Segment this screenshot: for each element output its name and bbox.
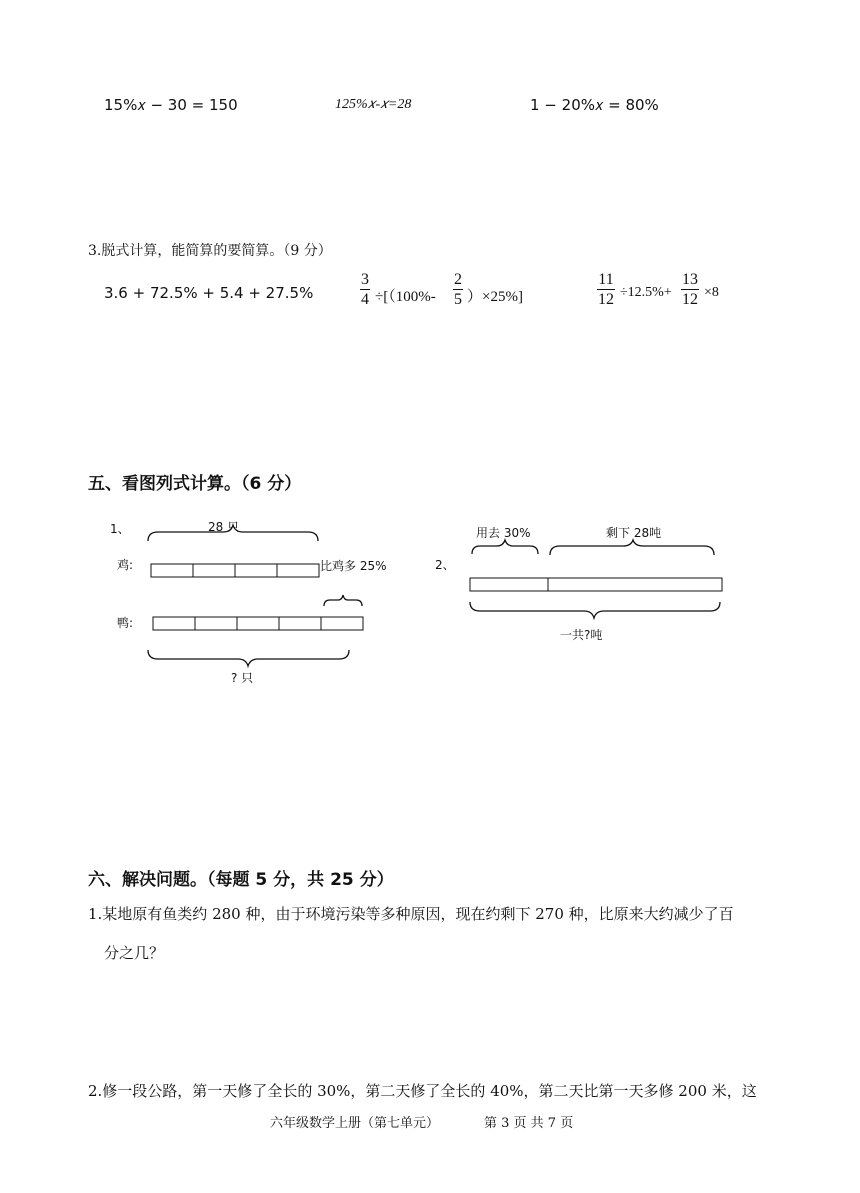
expression-3-end: ×8 (704, 285, 719, 300)
fraction-numerator: 13 (682, 271, 698, 288)
fraction-denominator: 12 (598, 291, 614, 308)
question-1-line-1: 1.某地原有鱼类约 280 种，由于环境污染等多种原因，现在约剩下 270 种，比原来大约减少了百 (88, 905, 734, 923)
fraction-denominator: 12 (682, 291, 698, 308)
diagram-1-total-label: ? 只 (231, 671, 254, 685)
expression-1: 3.6 + 72.5% + 5.4 + 27.5% (104, 284, 314, 302)
section-6-title: 六、解决问题。（每题 5 分，共 25 分） (88, 870, 394, 890)
section-5-title: 五、看图列式计算。（6 分） (88, 474, 302, 494)
duck-label: 鸭: (117, 616, 134, 630)
question-1-line-2: 分之几？ (104, 944, 165, 962)
diagram-1-index: 1、 (110, 522, 130, 536)
expression-2-mid: ÷[（100%- (375, 289, 436, 305)
equation-1: 15%𝑥 − 30 = 150 (104, 96, 238, 114)
fraction-numerator: 2 (454, 271, 462, 288)
more-label: 比鸡多 25% (320, 559, 387, 573)
tons-bar (470, 578, 722, 591)
question-2-line-1: 2.修一段公路，第一天修了全长的 30%，第二天修了全长的 40%，第二天比第一天多修 200 米，这 (88, 1082, 757, 1100)
used-label: 用去 30% (476, 526, 531, 540)
chicken-label: 鸡: (117, 558, 134, 572)
diagram-2-total-label: 一共?吨 (560, 628, 603, 642)
fraction-denominator: 4 (361, 291, 369, 308)
fraction-numerator: 11 (598, 271, 614, 288)
diagram-2-index: 2、 (435, 558, 455, 572)
used-brace (472, 540, 538, 554)
expression-3-mid: ÷12.5%+ (620, 285, 672, 300)
fraction-denominator: 5 (454, 291, 462, 308)
total-brace (470, 602, 720, 618)
left-brace (550, 540, 714, 555)
diagram-1-top-label: 28 只 (208, 520, 240, 534)
expression-2-end: ）×25%] (467, 289, 523, 305)
equation-3: 1 − 20%𝑥 = 80% (530, 96, 659, 114)
left-label: 剩下 28吨 (606, 526, 662, 540)
footer-page-number: 第 3 页 共 7 页 (484, 1116, 574, 1131)
footer-book-title: 六年级数学上册（第七单元） (270, 1116, 440, 1131)
fraction-numerator: 3 (361, 271, 369, 288)
section-3-title: 3.脱式计算，能简算的要简算。（9 分） (88, 243, 332, 259)
equation-2: 125%𝑥-𝑥=28 (335, 97, 412, 112)
